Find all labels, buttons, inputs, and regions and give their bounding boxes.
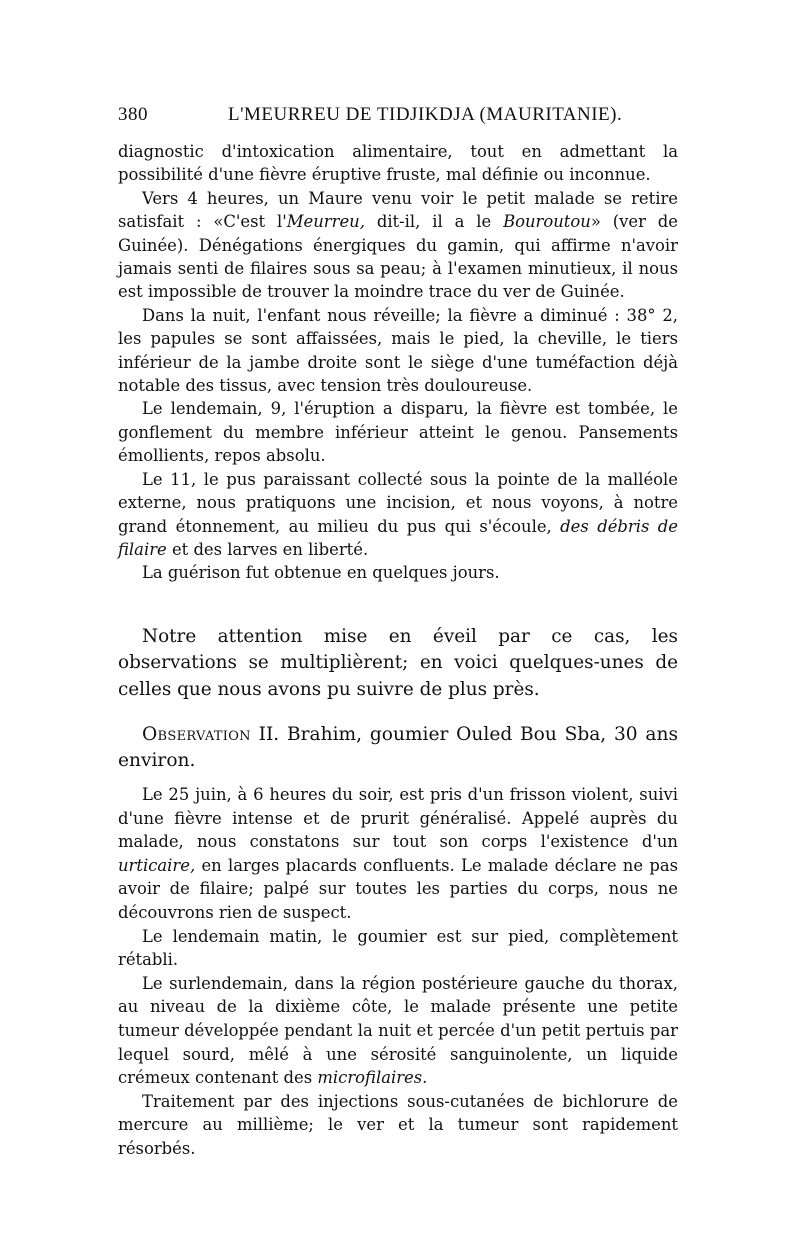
paragraph — [118, 722, 678, 774]
paragraph: Traitement par des injections sous-cutanées de bichlorure de mercure au millième; le ver et la tumeur sont rapidement résorbés. — [118, 1091, 678, 1158]
paragraph: Vers 4 heures, un Maure venu voir le petit malade se retire satisfait : «C'est l'Meurreu, dit-il, il a le Bouroutou» (ver de Guinée). Dénégations énergiques du gamin, qui affirme n'avoir jamais senti de filaires sous sa peau; à l'examen minutieux, il nous est impossible de trouver la moindre trace du ver de Guinée. — [118, 188, 678, 302]
observation-text: Brahim, goumier Ouled Bou Sba, 30 ans environ. — [118, 724, 678, 772]
running-title: L'MEURREU DE TIDJIKDJA (MAURITANIE). — [228, 104, 623, 125]
paragraph: Le lendemain matin, le goumier est sur pied, complètement rétabli. — [118, 926, 678, 970]
paragraph: diagnostic d'intoxication alimentaire, tout en admettant la possibilité d'une fièvre éruptive fruste, mal définie ou inconnue. — [118, 142, 678, 185]
case-narrative — [118, 140, 678, 585]
paragraph: Le surlendemain, dans la région postérieure gauche du thorax, au niveau de la dixième côte, le malade présente une petite tumeur développée pendant la nuit et percée d'un petit pertuis par lequel sourd, mêlé à une sérosité sanguinolente, un liquide crémeux contenant des microfilaires. — [118, 973, 678, 1088]
paragraph: Le 11, le pus paraissant collecté sous la pointe de la malléole externe, nous pratiquons une incision, et nous voyons, à notre grand étonnement, au milieu du pus qui s'écoule, des débris de filaire et des larves en liberté. — [118, 469, 678, 559]
paragraph: La guérison fut obtenue en quelques jours. — [142, 563, 500, 583]
page-number: 380 — [118, 104, 148, 125]
observation-numeral: II. — [250, 724, 280, 745]
paragraph: Le lendemain, 9, l'éruption a disparu, la fièvre est tombée, le gonflement du membre inférieur atteint le genou. Pansements émollients, repos absolu. — [118, 399, 678, 466]
observation-label: Observation — [142, 724, 251, 745]
observation-body — [118, 783, 678, 1161]
observation-heading — [118, 722, 678, 774]
paragraph: Notre attention mise en éveil par ce cas, les observations se multiplièrent; en voici quelques-unes de celles que nous avons pu suivre de plus près. — [118, 626, 678, 700]
paragraph: Le 25 juin, à 6 heures du soir, est pris d'un frisson violent, suivi d'une fièvre intense et de prurit généralisé. Appelé auprès du malade, nous constatons sur tout son corps l'existence d'un urticaire, en larges placards confluents. Le malade déclare ne pas avoir de filaire; palpé sur toutes les parties du corps, nous ne découvrons rien de suspect. — [118, 785, 678, 922]
page-header — [118, 104, 678, 134]
intro-paragraph — [118, 624, 678, 703]
paragraph: Dans la nuit, l'enfant nous réveille; la fièvre a diminué : 38° 2, les papules se sont affaissées, mais le pied, la cheville, le tiers inférieur de la jambe droite sont le siège d'une tuméfaction déjà notable des tissus, avec tension très douloureuse. — [118, 305, 678, 396]
